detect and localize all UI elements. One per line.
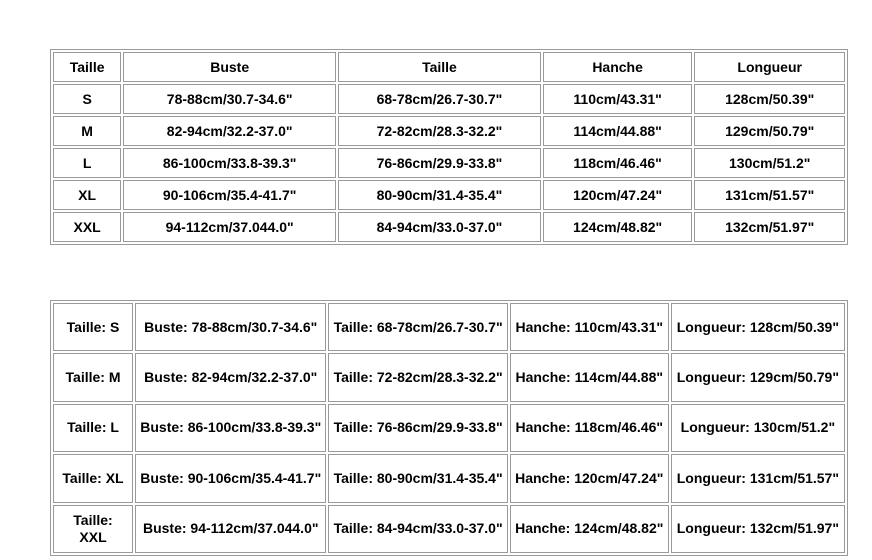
header-cell-waist: Taille [338, 52, 541, 82]
bust-cell: 94-112cm/37.044.0" [123, 212, 336, 242]
waist-cell: 80-90cm/31.4-35.4" [338, 180, 541, 210]
length-cell: Longueur: 129cm/50.79" [671, 353, 845, 401]
waist-cell: 84-94cm/33.0-37.0" [338, 212, 541, 242]
length-cell: 128cm/50.39" [694, 84, 845, 114]
bust-cell: 86-100cm/33.8-39.3" [123, 148, 336, 178]
size-chart-table [50, 49, 848, 245]
bust-cell: Buste: 86-100cm/33.8-39.3" [135, 404, 326, 452]
waist-cell: Taille: 72-82cm/28.3-32.2" [328, 353, 507, 401]
length-cell: Longueur: 132cm/51.97" [671, 505, 845, 553]
size-cell: S [53, 84, 121, 114]
size-cell: Taille: XL [53, 454, 133, 502]
table-row [53, 116, 845, 146]
bust-cell: 90-106cm/35.4-41.7" [123, 180, 336, 210]
waist-cell: Taille: 84-94cm/33.0-37.0" [328, 505, 507, 553]
header-cell-bust: Buste [123, 52, 336, 82]
bust-cell: Buste: 82-94cm/32.2-37.0" [135, 353, 326, 401]
table-row [53, 404, 845, 452]
bust-cell: Buste: 94-112cm/37.044.0" [135, 505, 326, 553]
header-cell-hip: Hanche [543, 52, 693, 82]
waist-cell: Taille: 68-78cm/26.7-30.7" [328, 303, 507, 351]
table-row [53, 353, 845, 401]
length-cell: 132cm/51.97" [694, 212, 845, 242]
hip-cell: 110cm/43.31" [543, 84, 693, 114]
waist-cell: 68-78cm/26.7-30.7" [338, 84, 541, 114]
bust-cell: 82-94cm/32.2-37.0" [123, 116, 336, 146]
size-cell: Taille: S [53, 303, 133, 351]
table-row [53, 303, 845, 351]
size-cell: XL [53, 180, 121, 210]
size-cell: Taille: XXL [53, 505, 133, 553]
hip-cell: Hanche: 110cm/43.31" [510, 303, 669, 351]
table-row [53, 148, 845, 178]
length-cell: Longueur: 128cm/50.39" [671, 303, 845, 351]
hip-cell: Hanche: 120cm/47.24" [510, 454, 669, 502]
hip-cell: Hanche: 114cm/44.88" [510, 353, 669, 401]
table-header-row [53, 52, 845, 82]
bust-cell: Buste: 90-106cm/35.4-41.7" [135, 454, 326, 502]
length-cell: Longueur: 131cm/51.57" [671, 454, 845, 502]
table-row [53, 505, 845, 553]
size-cell: Taille: L [53, 404, 133, 452]
table-row [53, 212, 845, 242]
size-chart-labeled-table [50, 300, 848, 556]
size-cell: Taille: M [53, 353, 133, 401]
hip-cell: 114cm/44.88" [543, 116, 693, 146]
hip-cell: 124cm/48.82" [543, 212, 693, 242]
table-row [53, 84, 845, 114]
table-row [53, 454, 845, 502]
length-cell: 130cm/51.2" [694, 148, 845, 178]
header-cell-size: Taille [53, 52, 121, 82]
table-row [53, 180, 845, 210]
bust-cell: Buste: 78-88cm/30.7-34.6" [135, 303, 326, 351]
length-cell: Longueur: 130cm/51.2" [671, 404, 845, 452]
waist-cell: 72-82cm/28.3-32.2" [338, 116, 541, 146]
hip-cell: 118cm/46.46" [543, 148, 693, 178]
waist-cell: 76-86cm/29.9-33.8" [338, 148, 541, 178]
size-cell: M [53, 116, 121, 146]
length-cell: 131cm/51.57" [694, 180, 845, 210]
size-cell: XXL [53, 212, 121, 242]
length-cell: 129cm/50.79" [694, 116, 845, 146]
size-cell: L [53, 148, 121, 178]
waist-cell: Taille: 80-90cm/31.4-35.4" [328, 454, 507, 502]
hip-cell: 120cm/47.24" [543, 180, 693, 210]
hip-cell: Hanche: 118cm/46.46" [510, 404, 669, 452]
waist-cell: Taille: 76-86cm/29.9-33.8" [328, 404, 507, 452]
hip-cell: Hanche: 124cm/48.82" [510, 505, 669, 553]
header-cell-length: Longueur [694, 52, 845, 82]
bust-cell: 78-88cm/30.7-34.6" [123, 84, 336, 114]
